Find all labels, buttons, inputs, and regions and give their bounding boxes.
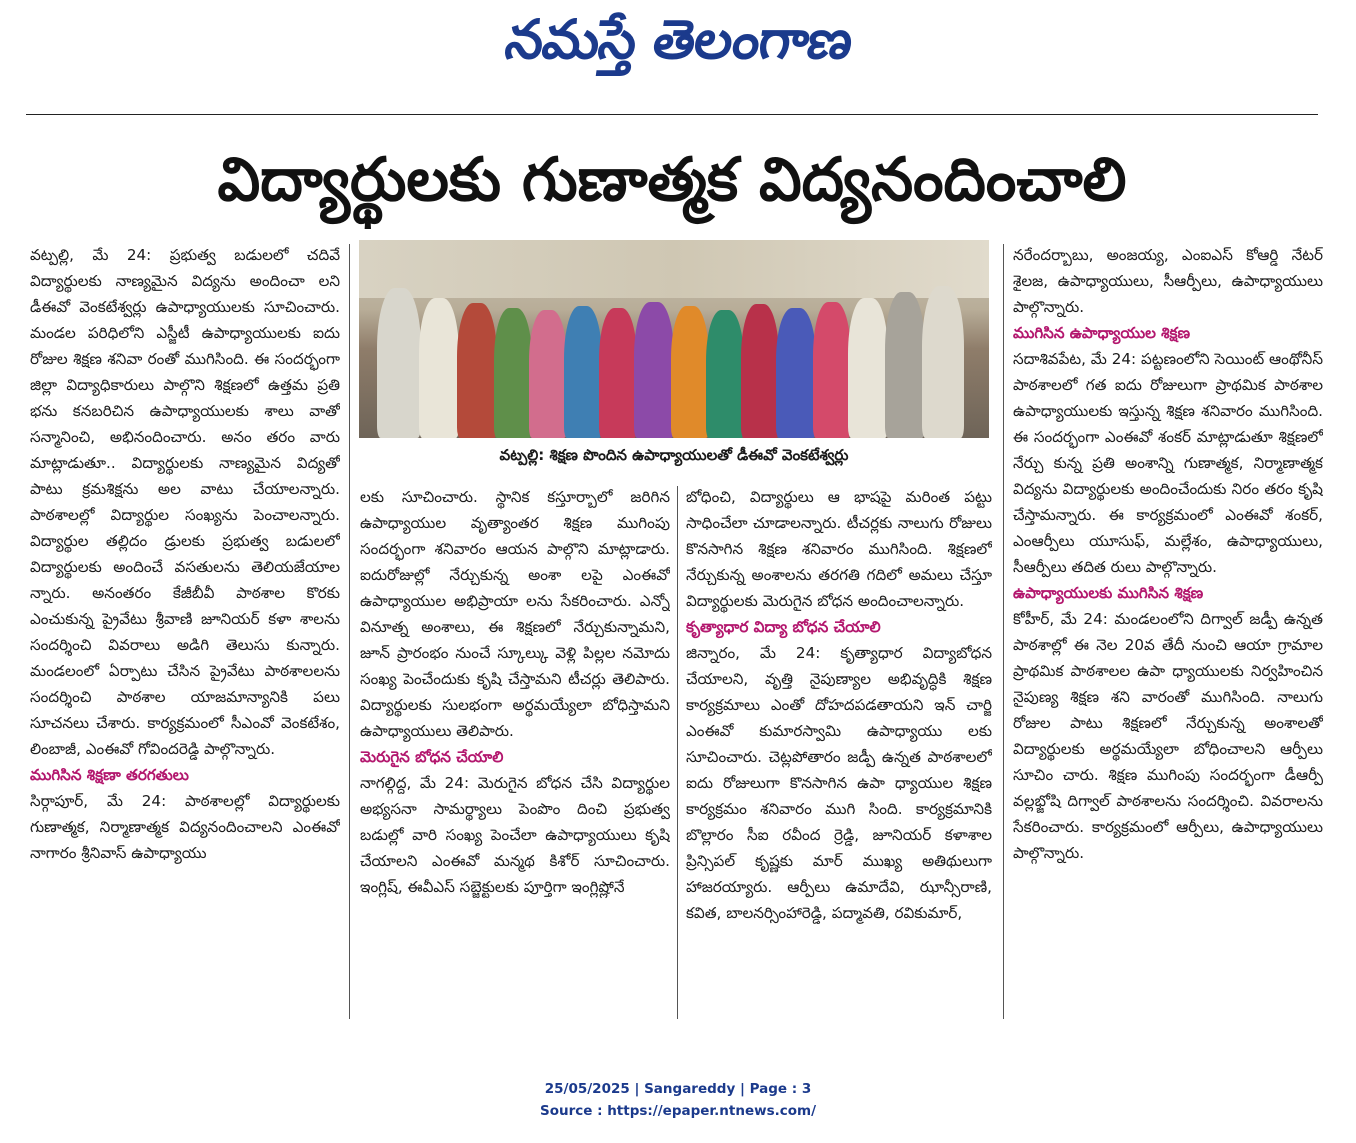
photo-caption: వట్పల్లి: శిక్షణ పొందిన ఉపాధ్యాయులతో డీఈవో వెంకటేశ్వర్లు	[499, 446, 849, 464]
article-column-3	[686, 484, 992, 1020]
column-4-subheading-2: ఉపాధ్యాయులకు ముగిసిన శిక్షణ	[1013, 584, 1204, 602]
column-divider	[349, 244, 350, 1019]
masthead-title: నమస్తే తెలంగాణ	[501, 7, 857, 71]
column-4-text: నరేందర్బాబు, అంజయ్య, ఎంఐఎస్ కోఆర్డి నేటర్ శైలజ, ఉపాధ్యాయులు, సీఆర్పీలు, ఉపాధ్యాయులు పాల్గొన్నారు.	[1013, 246, 1323, 316]
masthead-rule	[26, 114, 1318, 115]
column-3-subheading: కృత్యాధార విద్యా బోధన చేయాలి	[686, 618, 881, 636]
column-divider	[677, 486, 678, 1019]
column-2-subheading: మెరుగైన బోధన చేయాలి	[360, 748, 504, 766]
column-2-text-2: నాగల్గిద్ద, మే 24: మెరుగైన బోధన చేసి విద్యార్థుల అభ్యసనా సామర్థ్యాలు పెంపొం దించి ప్రభుత్వ బడుల్లో వారి సంఖ్య పెంచేలా ఉపాధ్యాయులు కృషి చేయాలని ఎంఈవో మన్మథ కిశోర్ సూచించారు. ఇంగ్లిష్, ఈవీఎస్ సబ్జెక్టులకు పూర్తిగా ఇంగ్లిష్లోనే	[360, 774, 670, 896]
newspaper-masthead	[0, 6, 1356, 86]
article-headline: విద్యార్థులకు గుణాత్మక విద్యనందించాలి	[217, 145, 1127, 215]
column-4-text-3: కోహీర్, మే 24: మండలంలోని దిగ్వాల్ జడ్పీ ఉన్నత పాఠశాల్లో ఈ నెల 20వ తేదీ నుంచి ఆయా గ్రామాల ప్రాథమిక పాఠశాలల ఉపా ధ్యాయులకు నిర్వహించిన నైపుణ్య శిక్షణ శని వారంతో ముగిసింది. నాలుగు రోజుల పాటు శిక్షణలో నేర్చుకున్న అంశాలతో విద్యార్థులకు అర్థమయ్యేలా బోధించాలని ఆర్పీలు సూచిం చారు. శిక్షణ ముగింపు సందర్భంగా డీఆర్పీ వల్లభ్జోషి దిగ్వాల్ పాఠశాలను సందర్శించి. వివరాలను సేకరించారు. కార్యక్రమంలో ఆర్పీలు, ఉపాధ్యాయులు పాల్గొన్నారు.	[1013, 610, 1323, 862]
column-4-text-2: సదాశివపేట, మే 24: పట్టణంలోని సెయింట్ ఆంథోనీస్ పాఠశాలలో గత ఐదు రోజులుగా ప్రాథమిక పాఠశాల ఉపాధ్యాయులకు ఇస్తున్న శిక్షణ శనివారం ముగిసింది. ఈ సందర్భంగా ఎంఈవో శంకర్ మాట్లాడుతూ శిక్షణలో నేర్చు కున్న ప్రతి అంశాన్ని గుణాత్మక, నిర్మాణాత్మక విద్యను విద్యార్థులకు అందించేందుకు నిరం తరం కృషి చేస్తామన్నారు. ఈ కార్యక్రమంలో ఎంఈవో శంకర్, ఎంఆర్పీలు యూసుఫ్, మల్లేశం, ఉపాధ్యాయులు, సీఆర్పీలు తదిత రులు పాల్గొన్నారు.	[1013, 350, 1323, 576]
column-3-text-2: జిన్నారం, మే 24: కృత్యాధార విద్యాబోధన చేయాలని, వృత్తి నైపుణ్యాల అభివృద్ధికి శిక్షణ కార్యక్రమాలు ఎంతో దోహదపడతాయని ఇన్ చార్జి ఎంఈవో కుమారస్వామి ఉపాధ్యాయు లకు సూచించారు. చెట్లపోతారం జడ్పీ ఉన్నత పాఠశాలలో ఐదు రోజులుగా కొనసాగిన ఉపా ధ్యాయుల శిక్షణ కార్యక్రమం శనివారం ముగి సింది. కార్యక్రమానికి బొల్లారం సీఐ రవీంద ర్రెడ్డి, జూనియర్ కళాశాల ప్రిన్సిపల్ కృష్ణకు మార్ ముఖ్య అతిథులుగా హాజరయ్యారు. ఆర్పీలు ఉమాదేవి, ఝాన్సీరాణి, కవిత, బాలనర్సింహారెడ్డి, పద్మావతి, రవికుమార్,	[686, 644, 992, 922]
column-4-subheading: ముగిసిన ఉపాధ్యాయుల శిక్షణ	[1013, 324, 1190, 342]
news-photo	[359, 240, 989, 438]
column-3-text: బోధించి, విద్యార్థులు ఆ భాషపై మరింత పట్టు సాధించేలా చూడాలన్నారు. టీచర్లకు నాలుగు రోజులు కొనసాగిన శిక్షణ శనివారం ముగిసింది. శిక్షణలో నేర్చుకున్న అంశాలను తరగతి గదిలో అమలు చేస్తూ విద్యార్థులకు మెరుగైన బోధన అందించాలన్నారు.	[686, 488, 992, 610]
footer-edition-info: 25/05/2025 | Sangareddy | Page : 3	[544, 1081, 812, 1097]
column-1-subheading: ముగిసిన శిక్షణా తరగతులు	[30, 766, 189, 784]
photo-background-building	[359, 240, 989, 298]
article-column-2	[360, 484, 670, 1020]
article-column-1	[30, 242, 340, 1020]
column-divider	[1003, 244, 1004, 1019]
footer-source: Source : https://epaper.ntnews.com/	[539, 1103, 817, 1119]
article-column-4	[1013, 242, 1323, 1020]
column-2-text: లకు సూచించారు. స్థానిక కస్తూర్బాలో జరిగిన ఉపాధ్యాయుల వృత్యాంతర శిక్షణ ముగింపు సందర్భంగా శనివారం ఆయన పాల్గొని మాట్లాడారు. ఐదురోజుల్లో నేర్చుకున్న అంశా లపై ఎంఈవో ఉపాధ్యాయుల అభిప్రాయా లను సేకరించారు. ఎన్నో వినూత్న అంశాలు, ఈ శిక్షణలో నేర్చుకున్నామని, జూన్ ప్రారంభం నుంచే స్కూల్కు వెళ్లి పిల్లల నమోదు సంఖ్య పెంచేందుకు కృషి చేస్తామని టీచర్లు తెలిపారు. విద్యార్థులకు సులభంగా అర్థమయ్యేలా బోధిస్తామని ఉపాధ్యాయులు తెలిపారు.	[360, 488, 670, 740]
column-1-text-2: సిర్గాపూర్, మే 24: పాఠశాలల్లో విద్యార్థులకు గుణాత్మక, నిర్మాణాత్మక విద్యనందించాలని ఎంఈవో నాగారం శ్రీనివాస్ ఉపాధ్యాయు	[30, 792, 340, 862]
column-1-text: వట్పల్లి, మే 24: ప్రభుత్వ బడులలో చదివే విద్యార్థులకు నాణ్యమైన విద్యను అందించా లని డీఈవో వెంకటేశ్వర్లు ఉపాధ్యాయులకు సూచించారు. మండల పరిధిలోని ఎస్జీటీ ఉపాధ్యాయులకు ఐదు రోజుల శిక్షణ శనివా రంతో ముగిసింది. ఈ సందర్భంగా జిల్లా విద్యాధికారులు పాల్గొని శిక్షణలో ఉత్తమ ప్రతి భను కనబరిచిన ఉపాధ్యాయులకు శాలు వాతో సన్మానించి, అభినందించారు. అనం తరం వారు మాట్లాడుతూ.. విద్యార్థులకు నాణ్యమైన విద్యతో పాటు క్రమశిక్షను అల వాటు చేయాలన్నారు. పాఠశాలల్లో విద్యార్థుల సంఖ్యను పెంచాలన్నారు. విద్యార్థుల తల్లిదం డ్రులకు ప్రభుత్వ బడులలో విద్యార్థులకు అందించే వసతులను తెలియజేయాల న్నారు. అనంతరం కేజీబీవీ పాఠశాల కొరకు ఎంచుకున్న ప్రైవేటు శ్రీవాణి జూనియర్ కళా శాలను సందర్శించి వివరాలు అడిగి తెలుసు కున్నారు. మండలంలో ఏర్పాటు చేసిన ప్రైవేటు పాఠశాలలను సందర్శించి పాఠశాల యాజమాన్యానికి పలు సూచనలు చేశారు. కార్యక్రమంలో సీఎంవో వెంకటేశం, లింబాజీ, ఎంఈవో గోవిందరెడ్డి పాల్గొన్నారు.	[30, 246, 340, 758]
